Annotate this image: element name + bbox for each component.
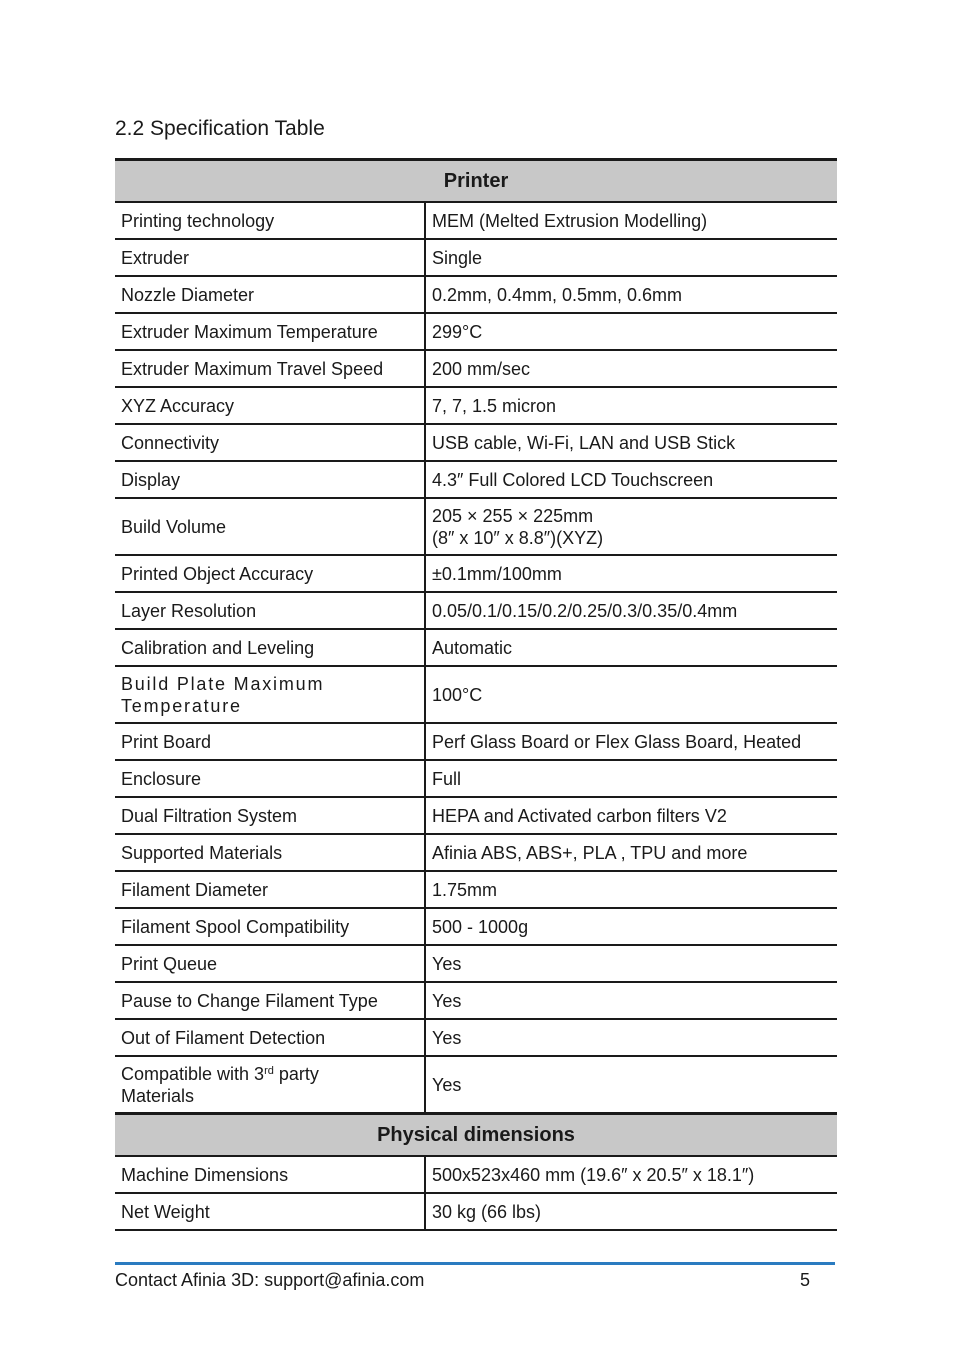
spec-label: Build Volume bbox=[115, 498, 425, 555]
spec-value: 100°C bbox=[425, 666, 837, 723]
spec-label-pre: Compatible with 3 bbox=[121, 1063, 265, 1084]
spec-label: Print Board bbox=[115, 723, 425, 760]
table-row bbox=[115, 461, 837, 498]
spec-label-line2: Temperature bbox=[121, 695, 242, 716]
table-row bbox=[115, 945, 837, 982]
spec-value: 0.05/0.1/0.15/0.2/0.25/0.3/0.35/0.4mm bbox=[425, 592, 837, 629]
spec-label: XYZ Accuracy bbox=[115, 387, 425, 424]
spec-label: Filament Spool Compatibility bbox=[115, 908, 425, 945]
table-row bbox=[115, 592, 837, 629]
section-heading: 2.2 Specification Table bbox=[115, 117, 325, 140]
spec-label: Printing technology bbox=[115, 202, 425, 239]
table-row bbox=[115, 350, 837, 387]
spec-label: Extruder bbox=[115, 239, 425, 276]
spec-value: 500 - 1000g bbox=[425, 908, 837, 945]
spec-value: 200 mm/sec bbox=[425, 350, 837, 387]
spec-label: Out of Filament Detection bbox=[115, 1019, 425, 1056]
specification-table bbox=[115, 158, 837, 1231]
spec-label: Extruder Maximum Travel Speed bbox=[115, 350, 425, 387]
table-row bbox=[115, 982, 837, 1019]
spec-value: Yes bbox=[425, 1056, 837, 1114]
table-row bbox=[115, 629, 837, 666]
table-row bbox=[115, 666, 837, 723]
spec-label: Machine Dimensions bbox=[115, 1156, 425, 1193]
spec-value: Single bbox=[425, 239, 837, 276]
spec-value: 500x523x460 mm (19.6″ x 20.5″ x 18.1″) bbox=[425, 1156, 837, 1193]
spec-value: 1.75mm bbox=[425, 871, 837, 908]
table-row bbox=[115, 723, 837, 760]
table-row bbox=[115, 1056, 837, 1114]
table-row bbox=[115, 276, 837, 313]
table-row bbox=[115, 313, 837, 350]
spec-label: Calibration and Leveling bbox=[115, 629, 425, 666]
spec-value: Yes bbox=[425, 945, 837, 982]
table-row bbox=[115, 202, 837, 239]
table-row bbox=[115, 908, 837, 945]
table-row bbox=[115, 1156, 837, 1193]
footer-divider bbox=[115, 1262, 835, 1265]
table-row bbox=[115, 1193, 837, 1230]
spec-value: HEPA and Activated carbon filters V2 bbox=[425, 797, 837, 834]
spec-label: Extruder Maximum Temperature bbox=[115, 313, 425, 350]
spec-value: Yes bbox=[425, 982, 837, 1019]
spec-value: Full bbox=[425, 760, 837, 797]
spec-value: 299°C bbox=[425, 313, 837, 350]
table-row bbox=[115, 555, 837, 592]
spec-label-sup: rd bbox=[264, 1064, 274, 1077]
spec-value: USB cable, Wi-Fi, LAN and USB Stick bbox=[425, 424, 837, 461]
spec-label-line2: Materials bbox=[121, 1085, 195, 1106]
spec-label bbox=[115, 666, 425, 723]
table-row bbox=[115, 1019, 837, 1056]
spec-value: MEM (Melted Extrusion Modelling) bbox=[425, 202, 837, 239]
spec-value bbox=[425, 498, 837, 555]
spec-label: Pause to Change Filament Type bbox=[115, 982, 425, 1019]
spec-value: Perf Glass Board or Flex Glass Board, Heated bbox=[425, 723, 837, 760]
table-row bbox=[115, 760, 837, 797]
table-row bbox=[115, 424, 837, 461]
table-row bbox=[115, 797, 837, 834]
spec-value: 4.3″ Full Colored LCD Touchscreen bbox=[425, 461, 837, 498]
spec-label: Connectivity bbox=[115, 424, 425, 461]
footer-contact: Contact Afinia 3D: support@afinia.com bbox=[115, 1270, 425, 1290]
spec-value-line2: (8″ x 10″ x 8.8″)(XYZ) bbox=[432, 527, 604, 548]
table-row bbox=[115, 871, 837, 908]
spec-label: Print Queue bbox=[115, 945, 425, 982]
spec-label-line1: Build Plate Maximum bbox=[121, 673, 325, 694]
spec-value: 0.2mm, 0.4mm, 0.5mm, 0.6mm bbox=[425, 276, 837, 313]
table-row bbox=[115, 834, 837, 871]
spec-label: Enclosure bbox=[115, 760, 425, 797]
spec-value: Automatic bbox=[425, 629, 837, 666]
page-number: 5 bbox=[800, 1270, 811, 1290]
spec-value: 30 kg (66 lbs) bbox=[425, 1193, 837, 1230]
spec-label: Layer Resolution bbox=[115, 592, 425, 629]
table-row bbox=[115, 498, 837, 555]
spec-value: ±0.1mm/100mm bbox=[425, 555, 837, 592]
table-row bbox=[115, 387, 837, 424]
spec-value: Yes bbox=[425, 1019, 837, 1056]
table-row bbox=[115, 239, 837, 276]
spec-label: Supported Materials bbox=[115, 834, 425, 871]
spec-value-line1: 205 × 255 × 225mm bbox=[432, 505, 594, 526]
spec-label: Display bbox=[115, 461, 425, 498]
section-header-printer bbox=[115, 160, 837, 203]
section-header-physical bbox=[115, 1114, 837, 1157]
spec-value: Afinia ABS, ABS+, PLA , TPU and more bbox=[425, 834, 837, 871]
section-title: Printer bbox=[115, 160, 837, 203]
spec-label-post: party bbox=[273, 1063, 319, 1084]
spec-label: Dual Filtration System bbox=[115, 797, 425, 834]
spec-label: Nozzle Diameter bbox=[115, 276, 425, 313]
spec-label: Filament Diameter bbox=[115, 871, 425, 908]
spec-value: 7, 7, 1.5 micron bbox=[425, 387, 837, 424]
spec-label bbox=[115, 1056, 425, 1114]
spec-label: Printed Object Accuracy bbox=[115, 555, 425, 592]
spec-label: Net Weight bbox=[115, 1193, 425, 1230]
section-title: Physical dimensions bbox=[115, 1114, 837, 1157]
